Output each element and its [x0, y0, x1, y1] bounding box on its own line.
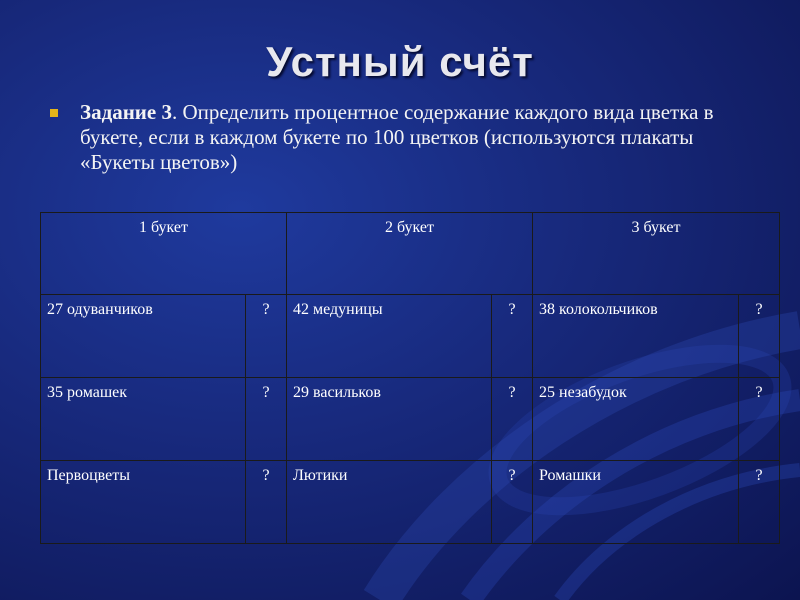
- task-label: Задание 3: [80, 100, 172, 124]
- header-bouquet-2: 2 букет: [287, 213, 533, 295]
- task-text: [50, 100, 750, 175]
- task-description: . Определить процентное содержание каждого вида цветка в букете, если в каждом букете по 100 цветков (используются плакаты «Букеты цветов»): [80, 100, 714, 174]
- flower-cell: 29 васильков: [287, 378, 492, 461]
- flower-cell: 38 колокольчиков: [533, 295, 739, 378]
- flower-cell: Первоцветы: [41, 461, 246, 544]
- table-row: [41, 378, 780, 461]
- answer-cell: ?: [246, 295, 287, 378]
- answer-cell: ?: [492, 295, 533, 378]
- table-row: [41, 295, 780, 378]
- answer-cell: ?: [492, 461, 533, 544]
- task-item: [50, 100, 750, 175]
- flower-cell: Лютики: [287, 461, 492, 544]
- flower-cell: 27 одуванчиков: [41, 295, 246, 378]
- flower-cell: 35 ромашек: [41, 378, 246, 461]
- slide-title: Устный счёт: [266, 38, 534, 85]
- answer-cell: ?: [739, 295, 780, 378]
- bullet-square-icon: [50, 109, 58, 117]
- table-header-row: [41, 213, 780, 295]
- header-bouquet-1: 1 букет: [41, 213, 287, 295]
- answer-cell: ?: [739, 378, 780, 461]
- answer-cell: ?: [246, 461, 287, 544]
- bouquet-table: [40, 212, 780, 544]
- header-bouquet-3: 3 букет: [533, 213, 780, 295]
- flower-cell: 25 незабудок: [533, 378, 739, 461]
- answer-cell: ?: [246, 378, 287, 461]
- table-row: [41, 461, 780, 544]
- flower-cell: Ромашки: [533, 461, 739, 544]
- flower-cell: 42 медуницы: [287, 295, 492, 378]
- answer-cell: ?: [492, 378, 533, 461]
- answer-cell: ?: [739, 461, 780, 544]
